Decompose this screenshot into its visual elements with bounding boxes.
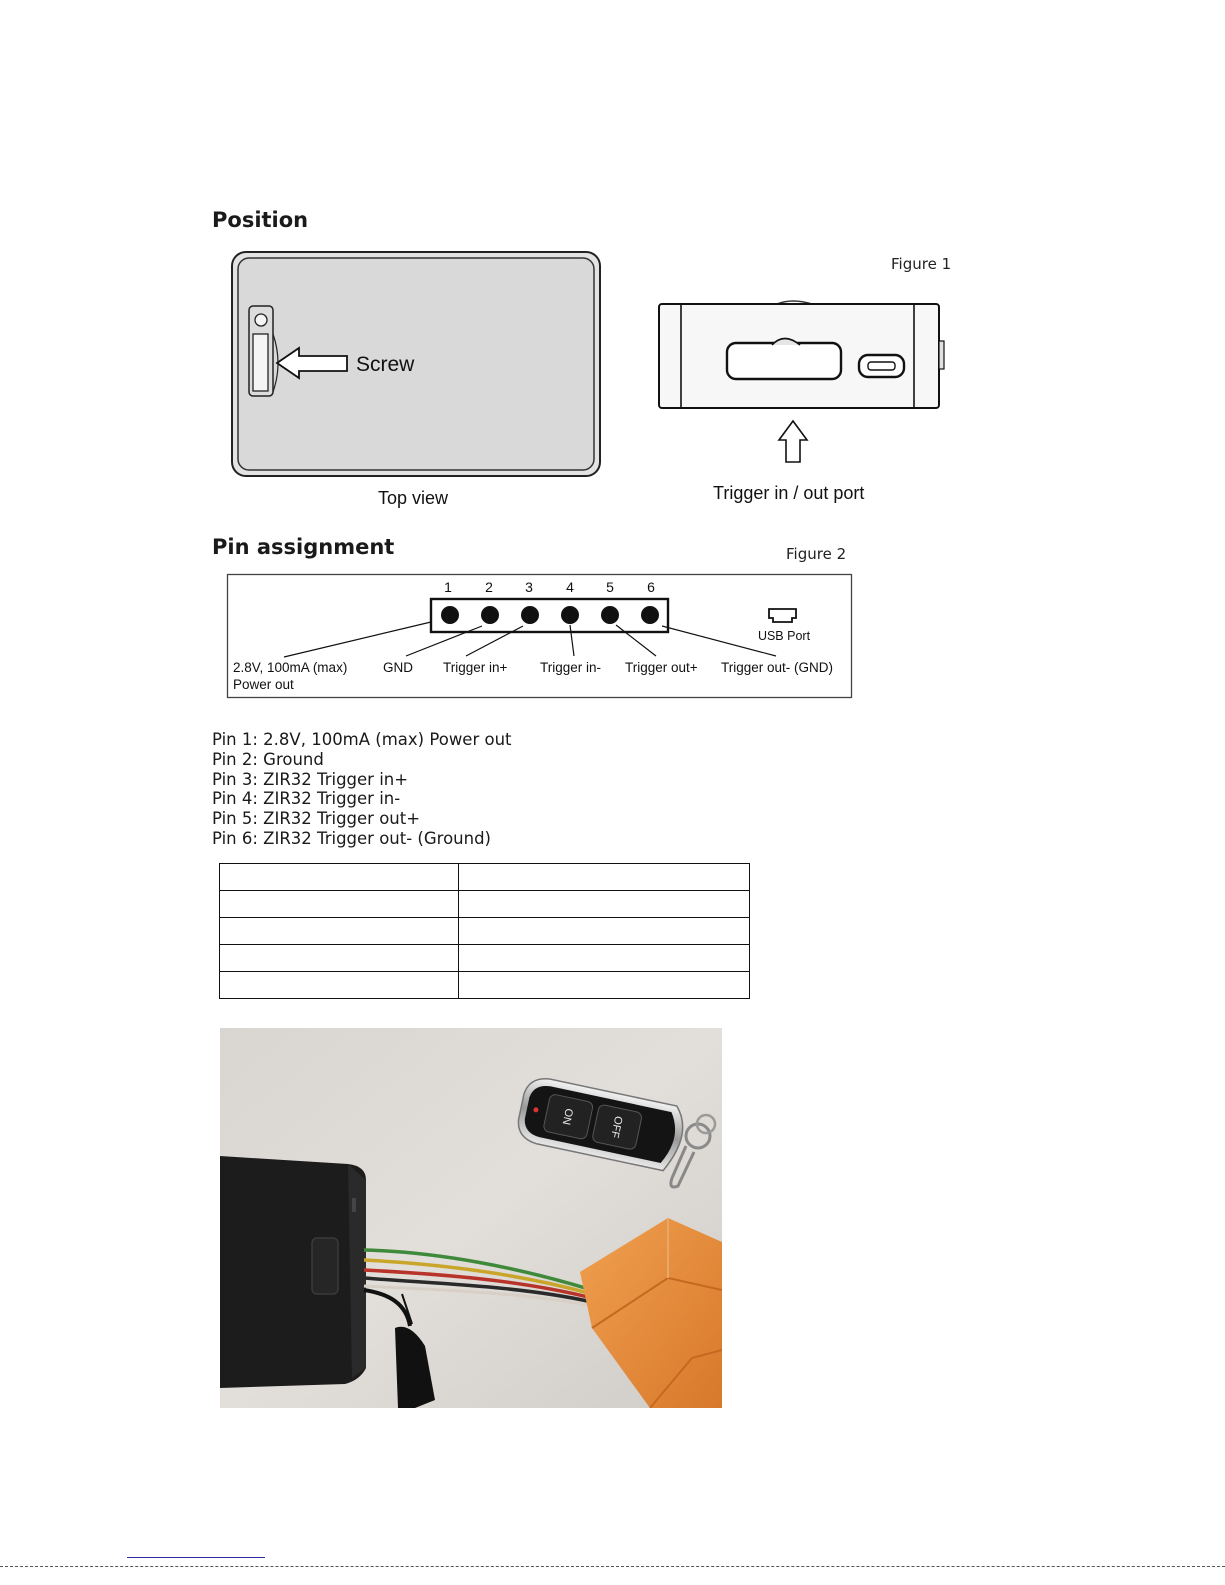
top-view-caption: Top view <box>378 488 449 508</box>
pin-1-hole <box>441 606 459 624</box>
pin-list-item: Pin 6: ZIR32 Trigger out- (Ground) <box>212 828 491 848</box>
pin3-callout: Trigger in+ <box>443 660 508 675</box>
figure1-label: Figure 1 <box>891 255 952 273</box>
pin-4-hole <box>561 606 579 624</box>
table-row <box>220 918 750 945</box>
table-cell <box>220 972 459 999</box>
pin-list <box>212 730 512 849</box>
pin4-callout: Trigger in- <box>540 660 602 675</box>
pin5-callout: Trigger out+ <box>625 660 698 675</box>
remote-off-button-label: OFF <box>608 1114 625 1139</box>
table-cell <box>459 891 750 918</box>
pin-number-5: 5 <box>606 579 614 595</box>
pin-list-item: Pin 3: ZIR32 Trigger in+ <box>212 769 409 789</box>
table-cell <box>459 972 750 999</box>
section-heading-position: Position <box>212 208 309 232</box>
pin-number-6: 6 <box>647 579 655 595</box>
side-view-drawing <box>652 296 952 471</box>
usb-port-label: USB Port <box>757 629 811 643</box>
table-cell <box>459 918 750 945</box>
pin-number-1: 1 <box>444 579 452 595</box>
pin6-callout: Trigger out- (GND) <box>721 660 834 675</box>
table-cell <box>459 864 750 891</box>
port-caption: Trigger in / out port <box>713 483 865 503</box>
pin-list-item: Pin 2: Ground <box>212 749 324 769</box>
table-cell <box>220 891 459 918</box>
empty-table <box>219 863 750 999</box>
pin-list-item: Pin 4: ZIR32 Trigger in- <box>212 789 401 809</box>
footer-rule <box>0 1566 1225 1567</box>
pin-2-hole <box>481 606 499 624</box>
screw-label: Screw <box>356 353 415 376</box>
usb-port-icon <box>769 609 796 622</box>
pin1-callout-line1: 2.8V, 100mA (max) <box>233 660 348 675</box>
device-photo <box>220 1028 722 1408</box>
table-cell <box>220 864 459 891</box>
pin1-callout-line2: Power out <box>233 677 294 692</box>
pin-number-3: 3 <box>525 579 533 595</box>
pin-5-hole <box>601 606 619 624</box>
footer-link-underline <box>127 1557 265 1558</box>
top-view-drawing <box>225 248 605 483</box>
pin-6-hole <box>641 606 659 624</box>
pin-diagram <box>226 573 854 701</box>
section-heading-pin-assignment: Pin assignment <box>212 535 395 559</box>
table-row <box>220 945 750 972</box>
pin-list-item: Pin 1: 2.8V, 100mA (max) Power out <box>212 730 512 749</box>
table-row <box>220 864 750 891</box>
pin-number-4: 4 <box>566 579 574 595</box>
table-cell <box>220 918 459 945</box>
pin-3-hole <box>521 606 539 624</box>
table-row <box>220 972 750 999</box>
table-cell <box>220 945 459 972</box>
table-row <box>220 891 750 918</box>
pin2-callout: GND <box>383 660 413 675</box>
remote-on-button-label: ON <box>559 1107 575 1126</box>
pin-list-item: Pin 5: ZIR32 Trigger out+ <box>212 809 421 829</box>
pin-number-2: 2 <box>485 579 493 595</box>
table-cell <box>459 945 750 972</box>
figure2-label: Figure 2 <box>786 545 847 563</box>
